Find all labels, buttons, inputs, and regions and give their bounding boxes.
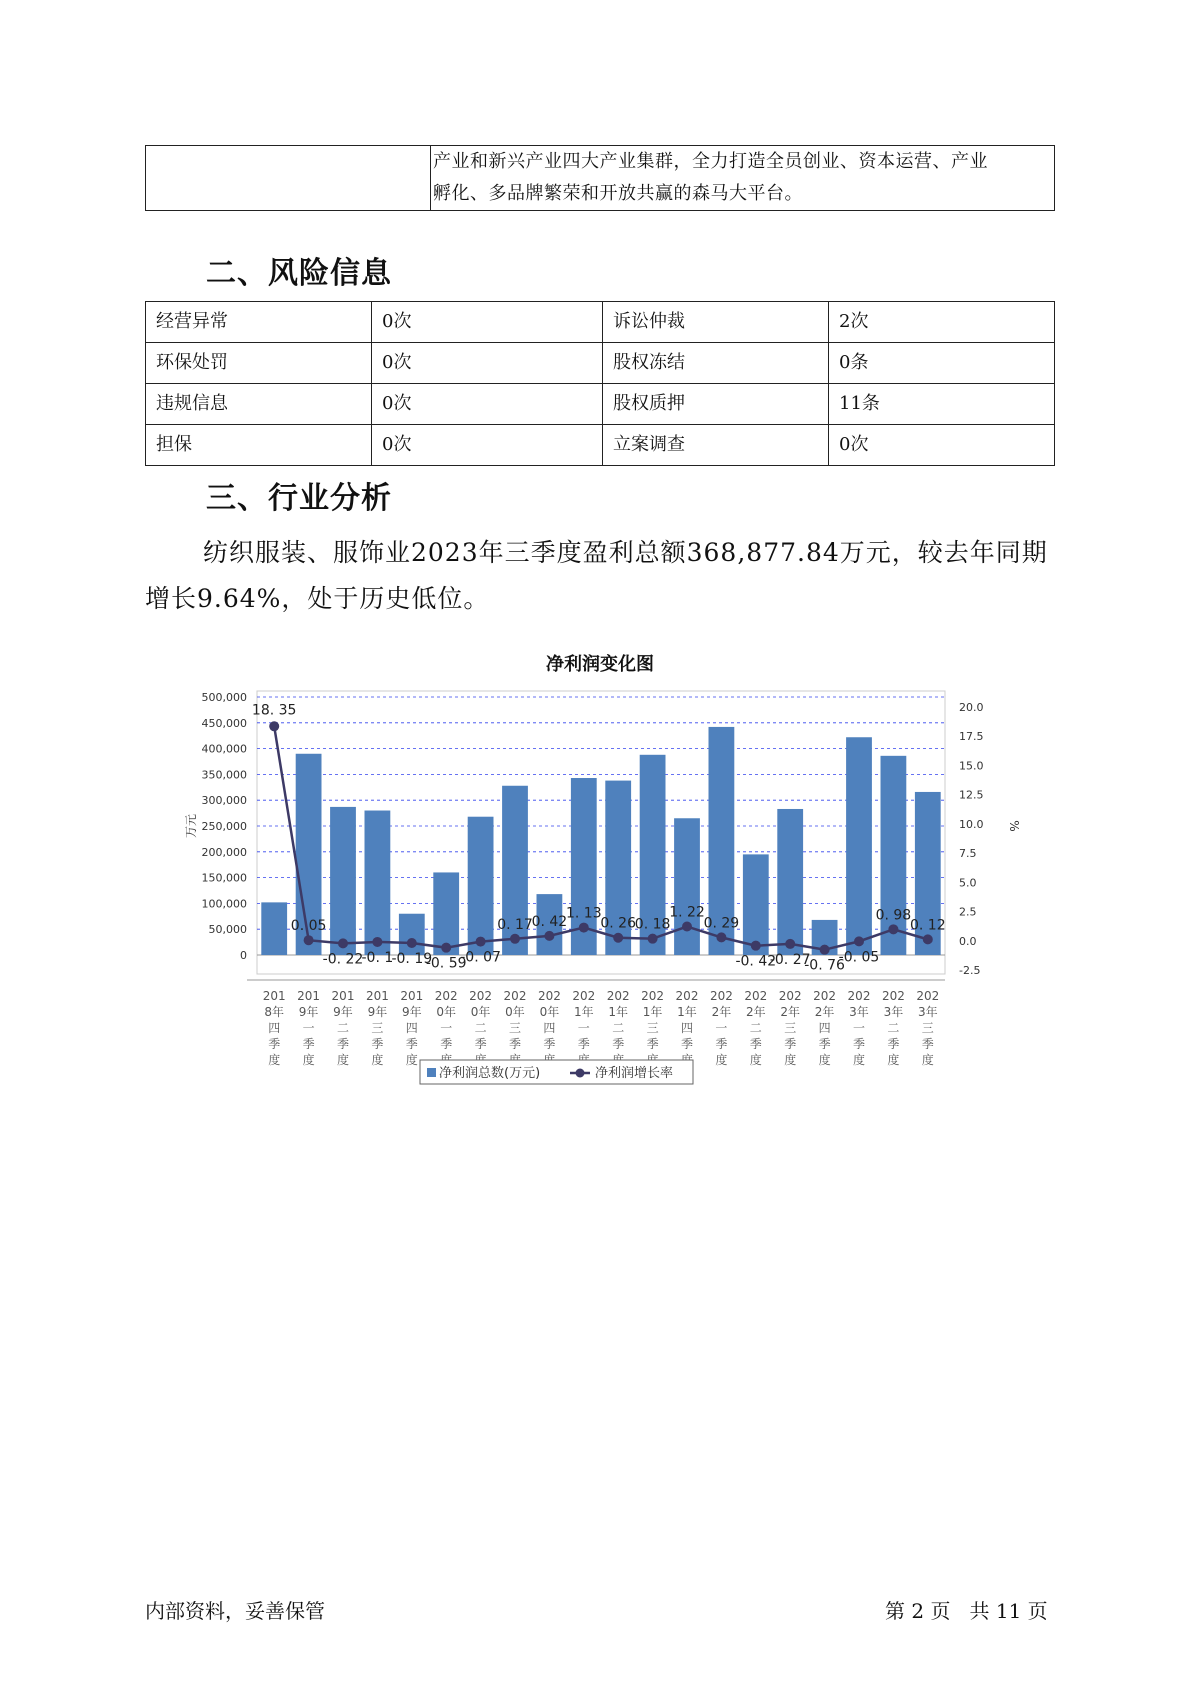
x-tick-label: 季	[852, 1037, 866, 1051]
x-tick-label: 季	[577, 1037, 590, 1051]
x-tick-label: 度	[749, 1053, 762, 1067]
growth-rate-point	[682, 922, 692, 932]
x-tick-label: 202	[572, 989, 596, 1003]
x-tick-label: 2年	[745, 1005, 766, 1019]
x-tick-label: 2年	[711, 1005, 732, 1019]
growth-rate-point	[579, 923, 589, 933]
risk-key: 担保	[146, 425, 372, 466]
x-tick-label: 202	[709, 989, 733, 1003]
legend-line-marker	[576, 1069, 585, 1078]
x-tick-label: 202	[847, 989, 871, 1003]
growth-rate-data-label: 1. 22	[669, 904, 705, 921]
net-profit-chart	[175, 645, 1021, 1095]
growth-rate-point	[544, 931, 554, 941]
intro-empty-cell	[146, 146, 431, 211]
legend-line-label: 净利润增长率	[595, 1066, 674, 1081]
growth-rate-point	[751, 941, 761, 951]
x-tick-label: 201	[262, 989, 286, 1003]
bar-net-profit	[777, 809, 803, 955]
x-tick-label: 202	[503, 989, 527, 1003]
x-tick-label: 季	[336, 1037, 350, 1051]
x-tick-label: 三	[784, 1021, 797, 1035]
growth-rate-point	[613, 933, 623, 943]
intro-table	[145, 145, 1055, 211]
risk-value: 0次	[372, 384, 603, 425]
growth-rate-data-label: 0. 98	[875, 907, 912, 924]
table-row	[146, 384, 1055, 425]
y-right-tick-label: 20.0	[959, 701, 984, 714]
growth-rate-data-label: -0. 59	[425, 955, 467, 972]
risk-key: 经营异常	[146, 302, 372, 343]
x-tick-label: 202	[813, 989, 837, 1003]
risk-heading: 二、风险信息	[206, 256, 392, 291]
footer-page-number: 第 2 页 共 11 页	[885, 1599, 1048, 1623]
x-tick-label: 2年	[780, 1005, 801, 1019]
x-tick-label: 二	[749, 1021, 762, 1035]
y-right-tick-label: 15.0	[959, 759, 984, 773]
bar-net-profit	[846, 737, 872, 955]
x-tick-label: 8年	[264, 1005, 285, 1019]
y-left-tick-label: 0	[240, 949, 247, 962]
growth-rate-data-label: 0. 29	[703, 915, 740, 932]
x-tick-label: 202	[744, 989, 768, 1003]
x-tick-label: 202	[434, 989, 458, 1003]
growth-rate-point	[820, 945, 830, 955]
y-right-tick-label: 17.5	[959, 730, 984, 744]
x-tick-label: 二	[887, 1021, 900, 1035]
x-tick-label: 三	[921, 1021, 934, 1035]
y-right-tick-label: 0.0	[959, 934, 977, 948]
x-tick-label: 二	[336, 1021, 350, 1035]
risk-key: 环保处罚	[146, 343, 372, 384]
bar-net-profit	[365, 811, 391, 955]
risk-value: 0次	[372, 302, 603, 343]
x-tick-label: 季	[680, 1037, 694, 1051]
risk-key: 立案调查	[603, 425, 829, 466]
bar-net-profit	[674, 818, 700, 955]
x-tick-label: 季	[371, 1037, 384, 1051]
x-tick-label: 一	[577, 1021, 590, 1035]
x-tick-label: 1年	[642, 1005, 663, 1019]
growth-rate-point	[338, 938, 348, 948]
y-left-tick-label: 500,000	[201, 691, 247, 704]
y-left-tick-label: 200,000	[201, 845, 247, 859]
risk-key: 违规信息	[146, 384, 372, 425]
y-right-tick-label: 7.5	[959, 847, 977, 861]
risk-key: 股权冻结	[603, 343, 829, 384]
x-tick-label: 0年	[539, 1005, 560, 1019]
x-tick-label: 度	[302, 1053, 315, 1067]
x-tick-label: 1年	[608, 1005, 629, 1019]
x-tick-label: 季	[268, 1037, 281, 1051]
growth-rate-data-label: -0. 42	[735, 953, 777, 970]
bar-net-profit	[330, 807, 356, 955]
x-tick-label: 四	[268, 1021, 281, 1035]
intro-text-cell	[431, 146, 1055, 211]
y-left-tick-label: 300,000	[201, 794, 247, 808]
x-tick-label: 202	[606, 989, 630, 1003]
growth-rate-data-label: 18. 35	[251, 702, 297, 719]
risk-value: 11条	[829, 384, 1055, 425]
x-tick-label: 季	[302, 1037, 315, 1051]
growth-rate-point	[785, 939, 795, 949]
growth-rate-data-label: 0. 12	[909, 917, 946, 934]
x-tick-label: 201	[400, 989, 424, 1003]
risk-value: 2次	[829, 302, 1055, 343]
y-left-tick-label: 150,000	[201, 871, 247, 885]
bar-net-profit	[433, 872, 459, 955]
x-tick-label: 9年	[367, 1005, 388, 1019]
risk-value: 0次	[829, 425, 1055, 466]
x-tick-label: 季	[818, 1037, 831, 1051]
x-tick-label: 9年	[298, 1005, 319, 1019]
growth-rate-point	[888, 924, 898, 934]
industry-heading: 三、行业分析	[206, 481, 392, 516]
risk-table	[145, 301, 1055, 466]
risk-value: 0条	[829, 343, 1055, 384]
x-tick-label: 三	[646, 1021, 659, 1035]
x-tick-label: 度	[371, 1053, 384, 1067]
legend-bar-swatch	[427, 1068, 436, 1077]
growth-rate-data-label: -0. 76	[804, 957, 845, 974]
growth-rate-data-label: -0. 22	[322, 951, 364, 968]
x-tick-label: 201	[331, 989, 355, 1003]
x-tick-label: 一	[852, 1021, 866, 1035]
x-tick-label: 二	[612, 1021, 625, 1035]
x-tick-label: 度	[784, 1053, 797, 1067]
y-left-tick-label: 450,000	[201, 716, 247, 730]
x-tick-label: 一	[715, 1021, 728, 1035]
x-tick-label: 四	[543, 1021, 556, 1035]
x-tick-label: 202	[916, 989, 940, 1003]
risk-key: 股权质押	[603, 384, 829, 425]
intro-line-2: 孵化、多品牌繁荣和开放共赢的森马大平台。	[433, 183, 803, 204]
x-tick-label: 度	[818, 1053, 831, 1067]
x-tick-label: 201	[365, 989, 389, 1003]
x-tick-label: 季	[440, 1037, 453, 1051]
x-tick-label: 度	[268, 1053, 281, 1067]
x-tick-label: 四	[680, 1021, 694, 1035]
x-tick-label: 度	[921, 1053, 934, 1067]
y-right-axis-label: %	[1007, 820, 1021, 832]
table-row	[146, 425, 1055, 466]
x-tick-label: 度	[336, 1053, 350, 1067]
footer-confidential: 内部资料，妥善保管	[145, 1599, 325, 1623]
x-tick-label: 202	[537, 989, 561, 1003]
x-tick-label: 一	[440, 1021, 453, 1035]
growth-rate-point	[510, 934, 520, 944]
y-right-tick-label: 2.5	[959, 905, 977, 919]
bar-net-profit	[743, 854, 769, 955]
growth-rate-point	[923, 934, 933, 944]
risk-value: 0次	[372, 343, 603, 384]
y-left-tick-label: 350,000	[201, 768, 247, 782]
growth-rate-data-label: 0. 05	[290, 918, 327, 935]
growth-rate-point	[269, 721, 279, 731]
x-tick-label: 季	[474, 1037, 487, 1051]
x-tick-label: 0年	[470, 1005, 491, 1019]
growth-rate-data-label: 1. 13	[565, 905, 602, 922]
x-tick-label: 二	[474, 1021, 487, 1035]
growth-rate-point	[304, 935, 314, 945]
x-tick-label: 202	[675, 989, 699, 1003]
x-tick-label: 0年	[505, 1005, 525, 1019]
growth-rate-data-label: 0. 26	[600, 915, 637, 932]
x-tick-label: 季	[715, 1037, 728, 1051]
x-tick-label: 3年	[917, 1005, 938, 1019]
x-tick-label: 202	[469, 989, 493, 1003]
x-tick-label: 季	[646, 1037, 659, 1051]
x-tick-label: 2年	[814, 1005, 835, 1019]
chart-title: 净利润变化图	[546, 654, 654, 675]
growth-rate-data-label: 0. 17	[497, 916, 533, 933]
growth-rate-data-label: 0. 18	[634, 916, 671, 933]
x-tick-label: 度	[405, 1053, 418, 1067]
growth-rate-point	[441, 943, 451, 953]
y-right-tick-label: -2.5	[959, 964, 981, 977]
risk-key: 诉讼仲裁	[603, 302, 829, 343]
x-tick-label: 季	[405, 1037, 418, 1051]
y-left-tick-label: 50,000	[208, 923, 247, 937]
x-tick-label: 三	[508, 1021, 522, 1035]
x-tick-label: 202	[778, 989, 802, 1003]
x-tick-label: 1年	[677, 1005, 697, 1019]
y-right-tick-label: 10.0	[959, 817, 984, 831]
bar-net-profit	[468, 817, 494, 955]
x-tick-label: 四	[818, 1021, 831, 1035]
growth-rate-data-label: -0. 19	[391, 950, 433, 967]
x-tick-label: 季	[921, 1037, 934, 1051]
x-tick-label: 三	[371, 1021, 384, 1035]
y-left-tick-label: 100,000	[201, 897, 247, 911]
table-row	[146, 302, 1055, 343]
x-tick-label: 3年	[883, 1005, 904, 1019]
growth-rate-point	[476, 937, 486, 947]
x-tick-label: 202	[641, 989, 665, 1003]
x-tick-label: 季	[612, 1037, 625, 1051]
growth-rate-data-label: 0. 42	[531, 913, 568, 930]
risk-value: 0次	[372, 425, 603, 466]
x-tick-label: 9年	[401, 1005, 422, 1019]
growth-rate-point	[854, 936, 864, 946]
x-tick-label: 3年	[849, 1005, 869, 1019]
x-tick-label: 0年	[436, 1005, 457, 1019]
legend-bar-label: 净利润总数(万元)	[439, 1066, 541, 1081]
growth-rate-data-label: -0. 27	[769, 951, 811, 968]
growth-rate-data-label: -0. 1	[361, 949, 394, 966]
x-tick-label: 季	[784, 1037, 797, 1051]
y-left-axis-label: 万元	[184, 813, 198, 839]
x-tick-label: 1年	[573, 1005, 594, 1019]
x-tick-label: 度	[887, 1053, 900, 1067]
growth-rate-point	[716, 932, 726, 942]
x-tick-label: 季	[887, 1037, 900, 1051]
x-tick-label: 季	[749, 1037, 762, 1051]
x-tick-label: 度	[715, 1053, 728, 1067]
y-left-tick-label: 400,000	[201, 742, 247, 756]
growth-rate-data-label: -0. 05	[838, 949, 880, 966]
chart-canvas	[175, 645, 1025, 1105]
y-right-tick-label: 5.0	[959, 876, 977, 890]
x-tick-label: 9年	[333, 1005, 353, 1019]
x-tick-label: 202	[881, 989, 905, 1003]
x-tick-label: 201	[297, 989, 321, 1003]
x-tick-label: 季	[508, 1037, 522, 1051]
y-right-tick-label: 12.5	[959, 788, 984, 802]
bar-net-profit	[399, 914, 425, 955]
table-row	[146, 343, 1055, 384]
growth-rate-data-label: -0. 07	[460, 949, 501, 966]
x-tick-label: 四	[405, 1021, 418, 1035]
industry-paragraph: 纺织服装、服饰业2023年三季度盈利总额368,877.84万元，较去年同期增长9.64%，处于历史低位。	[145, 538, 1048, 613]
x-tick-label: 一	[302, 1021, 315, 1035]
intro-line-1: 产业和新兴产业四大产业集群，全力打造全员创业、资本运营、产业	[433, 151, 988, 172]
bar-net-profit	[261, 902, 287, 955]
x-tick-label: 度	[852, 1053, 866, 1067]
x-tick-label: 季	[543, 1037, 556, 1051]
growth-rate-point	[372, 937, 382, 947]
growth-rate-point	[648, 934, 658, 944]
growth-rate-point	[407, 938, 417, 948]
y-left-tick-label: 250,000	[201, 820, 247, 833]
